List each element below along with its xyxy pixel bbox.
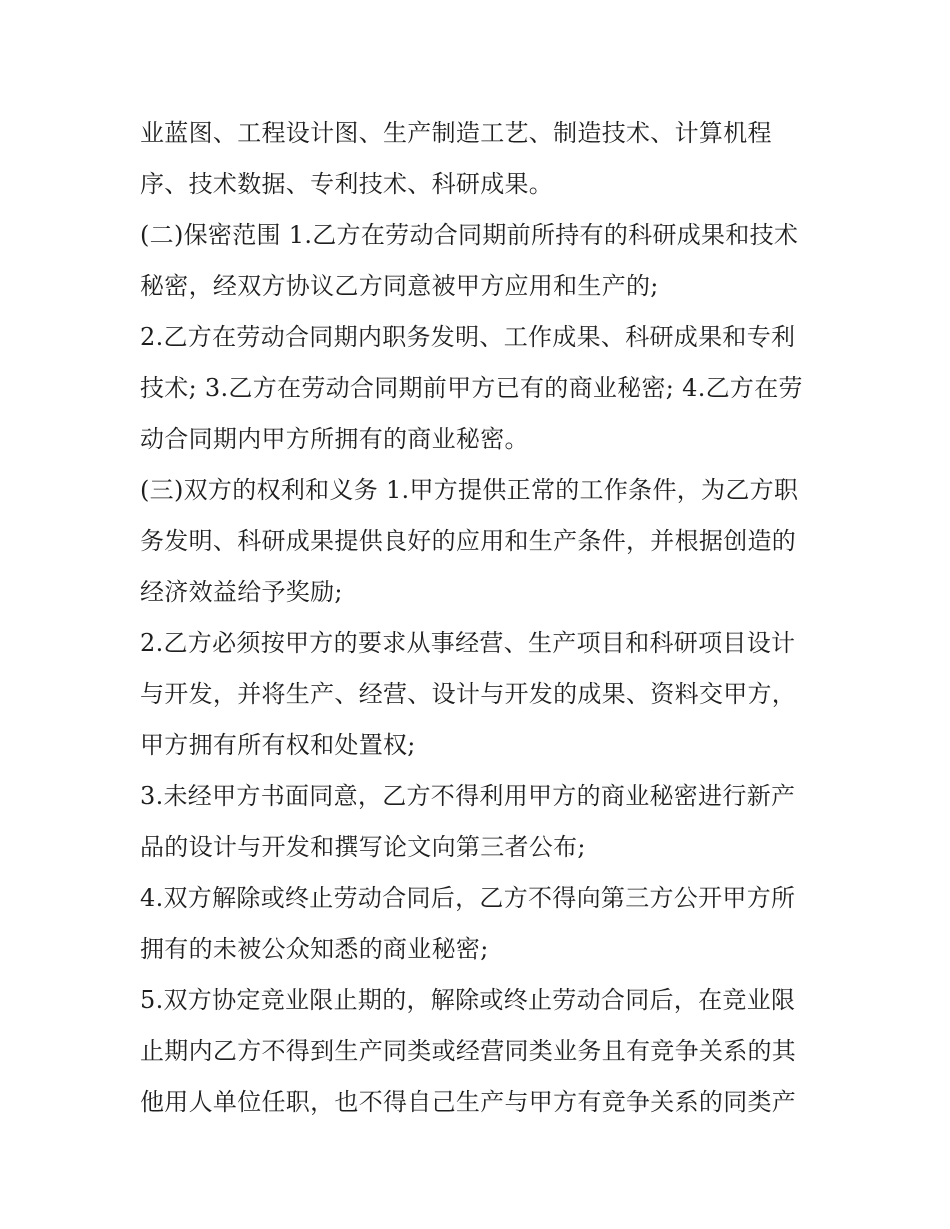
text-line: 2.乙方在劳动合同期内职务发明、工作成果、科研成果和专利 bbox=[140, 323, 796, 351]
text-line: 业蓝图、工程设计图、生产制造工艺、制造技术、计算机程 bbox=[140, 119, 772, 147]
text-line: 拥有的未被公众知悉的商业秘密; bbox=[140, 935, 489, 963]
text-line: 与开发，并将生产、经营、设计与开发的成果、资料交甲方， bbox=[140, 680, 797, 708]
text-line: 他用人单位任职，也不得自己生产与甲方有竞争关系的同类产 bbox=[140, 1088, 797, 1116]
text-line: 秘密，经双方协议乙方同意被甲方应用和生产的; bbox=[140, 272, 659, 300]
text-line: 务发明、科研成果提供良好的应用和生产条件，并根据创造的 bbox=[140, 527, 797, 555]
text-line: 动合同期内甲方所拥有的商业秘密。 bbox=[140, 425, 529, 453]
text-line: (二)保密范围 1.乙方在劳动合同期前所持有的科研成果和技术 bbox=[140, 221, 799, 249]
text-line: 3.未经甲方书面同意，乙方不得利用甲方的商业秘密进行新产 bbox=[140, 782, 796, 810]
text-line: (三)双方的权利和义务 1.甲方提供正常的工作条件，为乙方职 bbox=[140, 476, 799, 504]
text-line: 甲方拥有所有权和处置权; bbox=[140, 731, 416, 759]
text-line: 2.乙方必须按甲方的要求从事经营、生产项目和科研项目设计 bbox=[140, 629, 796, 657]
text-line: 4.双方解除或终止劳动合同后，乙方不得向第三方公开甲方所 bbox=[140, 884, 796, 912]
text-line: 序、技术数据、专利技术、科研成果。 bbox=[140, 170, 554, 198]
text-line: 品的设计与开发和撰写论文向第三者公布; bbox=[140, 833, 586, 861]
text-line: 5.双方协定竞业限止期的，解除或终止劳动合同后，在竞业限 bbox=[140, 986, 796, 1014]
text-line: 技术; 3.乙方在劳动合同期前甲方已有的商业秘密; 4.乙方在劳 bbox=[140, 374, 803, 402]
document-body bbox=[140, 108, 830, 1128]
text-line: 经济效益给予奖励; bbox=[140, 578, 343, 606]
text-line: 止期内乙方不得到生产同类或经营同类业务且有竞争关系的其 bbox=[140, 1037, 797, 1065]
